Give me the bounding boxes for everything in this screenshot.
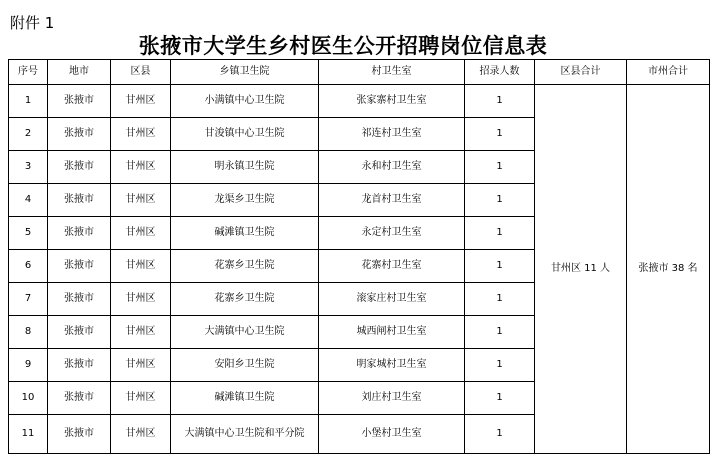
cell-count: 1: [465, 250, 535, 283]
cell-city: 张掖市: [48, 382, 111, 415]
cell-count: 1: [465, 415, 535, 454]
cell-city: 张掖市: [48, 85, 111, 118]
cell-township: 大满镇中心卫生院和平分院: [171, 415, 319, 454]
cell-city: 张掖市: [48, 184, 111, 217]
cell-seq: 2: [9, 118, 48, 151]
cell-seq: 6: [9, 250, 48, 283]
cell-seq: 9: [9, 349, 48, 382]
header-village: 村卫生室: [319, 60, 465, 85]
table-row: [9, 85, 710, 118]
cell-village: 城西闸村卫生室: [319, 316, 465, 349]
cell-city: 张掖市: [48, 349, 111, 382]
county-total-cell: 甘州区 11 人: [535, 85, 627, 454]
cell-village: 刘庄村卫生室: [319, 382, 465, 415]
cell-seq: 4: [9, 184, 48, 217]
cell-city: 张掖市: [48, 250, 111, 283]
cell-count: 1: [465, 217, 535, 250]
city-total-cell: 张掖市 38 名: [627, 85, 710, 454]
cell-county: 甘州区: [111, 85, 171, 118]
cell-village: 滚家庄村卫生室: [319, 283, 465, 316]
cell-township: 小满镇中心卫生院: [171, 85, 319, 118]
header-county-total: 区县合计: [535, 60, 627, 85]
cell-county: 甘州区: [111, 349, 171, 382]
cell-village: 永定村卫生室: [319, 217, 465, 250]
cell-village: 祁连村卫生室: [319, 118, 465, 151]
cell-village: 龙首村卫生室: [319, 184, 465, 217]
header-township: 乡镇卫生院: [171, 60, 319, 85]
cell-city: 张掖市: [48, 316, 111, 349]
cell-seq: 10: [9, 382, 48, 415]
cell-county: 甘州区: [111, 382, 171, 415]
cell-county: 甘州区: [111, 118, 171, 151]
cell-township: 花寨乡卫生院: [171, 283, 319, 316]
attachment-label: 附件 1: [10, 14, 55, 32]
header-city: 地市: [48, 60, 111, 85]
cell-seq: 5: [9, 217, 48, 250]
cell-count: 1: [465, 316, 535, 349]
cell-township: 碱滩镇卫生院: [171, 382, 319, 415]
cell-seq: 7: [9, 283, 48, 316]
cell-seq: 8: [9, 316, 48, 349]
cell-seq: 1: [9, 85, 48, 118]
cell-seq: 3: [9, 151, 48, 184]
cell-village: 张家寨村卫生室: [319, 85, 465, 118]
cell-county: 甘州区: [111, 184, 171, 217]
cell-count: 1: [465, 85, 535, 118]
cell-village: 小堡村卫生室: [319, 415, 465, 454]
cell-village: 明家城村卫生室: [319, 349, 465, 382]
cell-city: 张掖市: [48, 217, 111, 250]
cell-village: 花寨村卫生室: [319, 250, 465, 283]
cell-city: 张掖市: [48, 151, 111, 184]
cell-city: 张掖市: [48, 118, 111, 151]
cell-county: 甘州区: [111, 415, 171, 454]
cell-city: 张掖市: [48, 415, 111, 454]
cell-city: 张掖市: [48, 283, 111, 316]
cell-count: 1: [465, 184, 535, 217]
cell-township: 碱滩镇卫生院: [171, 217, 319, 250]
table-header-row: [9, 60, 710, 85]
page-title: 张掖市大学生乡村医生公开招聘岗位信息表: [138, 33, 548, 58]
header-county: 区县: [111, 60, 171, 85]
positions-table: [8, 59, 710, 454]
cell-count: 1: [465, 349, 535, 382]
header-city-total: 市州合计: [627, 60, 710, 85]
cell-count: 1: [465, 382, 535, 415]
cell-county: 甘州区: [111, 151, 171, 184]
cell-township: 花寨乡卫生院: [171, 250, 319, 283]
header-seq: 序号: [9, 60, 48, 85]
cell-county: 甘州区: [111, 250, 171, 283]
cell-county: 甘州区: [111, 316, 171, 349]
cell-county: 甘州区: [111, 283, 171, 316]
header-count: 招录人数: [465, 60, 535, 85]
cell-township: 安阳乡卫生院: [171, 349, 319, 382]
cell-seq: 11: [9, 415, 48, 454]
cell-county: 甘州区: [111, 217, 171, 250]
cell-count: 1: [465, 283, 535, 316]
cell-count: 1: [465, 118, 535, 151]
cell-township: 龙渠乡卫生院: [171, 184, 319, 217]
cell-township: 明永镇卫生院: [171, 151, 319, 184]
cell-village: 永和村卫生室: [319, 151, 465, 184]
cell-township: 甘浚镇中心卫生院: [171, 118, 319, 151]
cell-township: 大满镇中心卫生院: [171, 316, 319, 349]
cell-count: 1: [465, 151, 535, 184]
